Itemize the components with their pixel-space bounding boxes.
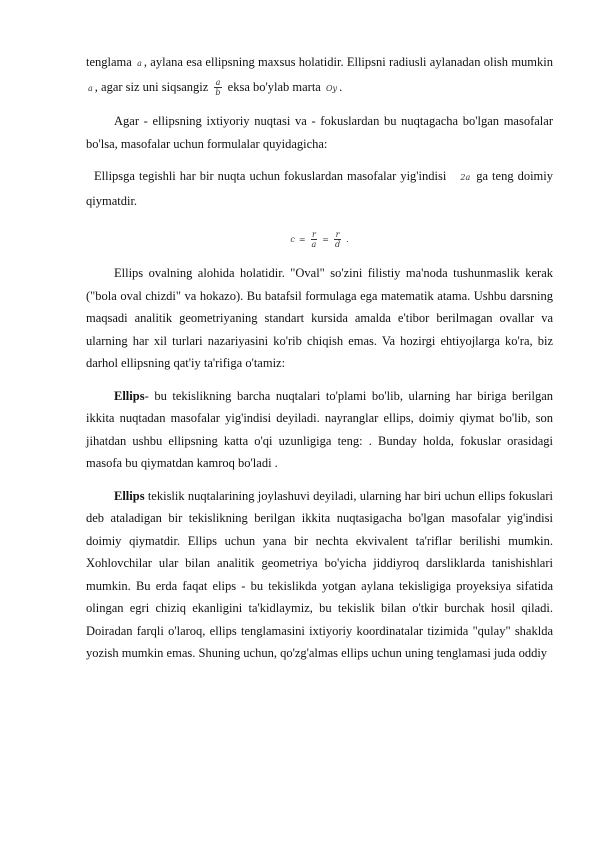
- term-ellips-1: Ellips: [114, 388, 145, 403]
- formula-f1-num: r: [311, 229, 316, 239]
- formula-tail: .: [346, 235, 349, 244]
- paragraph-6: [86, 485, 553, 665]
- p1-text-4: eksa bo'ylab marta: [227, 79, 321, 94]
- p5-text: - bu tekislikning barcha nuqtalari to'plami bo'lib, ularning har biriga berilgan ikkita nuqtadan masofalar yig'indisi deyiladi. nayranglar ellips, doimiy qiymat bo'lib, son jihatdan ushbu ellipsning katta o'qi uzunligiga teng: . Bunday holda, fokuslar orasidagi masofa bu qiymatdan kamroq bo'ladi .: [86, 388, 553, 470]
- fraction-a-over-b: [214, 78, 221, 97]
- p1-text-1: tenglama: [86, 55, 132, 69]
- document-page: [86, 51, 553, 665]
- paragraph-3: [86, 165, 553, 212]
- fraction-denominator: b: [215, 88, 221, 98]
- p1-text-2: , aylana esa ellipsning maxsus holatidir. Ellipsni radiusli aylanadan olish mumkin: [143, 55, 553, 69]
- paragraph-4: Ellips ovalning alohida holatidir. "Oval" so'zini filistiy ma'noda tushunmaslik kerak ("bola oval chizdi" va hokazo). Bu batafsil formulaga ega matematik atama. Ushbu darsning maqsadi analitik geometriyaning standart kursida amalda e'tibor berilmagan ovallar va ularning har xil turlari nazariyasini ko'rib chiqish emas. Va hozirgi ehtiyojlarga ko'ra, biz darhol ellipsning qat'iy ta'rifiga o'tamiz:: [86, 266, 553, 370]
- p1-text-5: .: [339, 79, 343, 94]
- formula-eq-2: =: [322, 235, 329, 244]
- p1-text-3: , agar siz uni siqsangiz: [94, 79, 209, 94]
- term-ellips-2: Ellips: [114, 488, 145, 503]
- formula-eq-1: =: [298, 235, 306, 244]
- math-a-2: a: [88, 83, 93, 93]
- formula-f2-den: d: [335, 239, 341, 249]
- formula-f1-den: a: [311, 239, 317, 249]
- math-oy: Oy: [326, 83, 338, 93]
- formula-fraction-1: [311, 230, 318, 249]
- math-2a: 2a: [460, 173, 471, 182]
- formula-block: [86, 218, 553, 258]
- paragraph-5: [86, 385, 553, 475]
- paragraph-1: [86, 51, 553, 100]
- p3-text-1: Ellipsga tegishli har bir nuqta uchun fokuslardan masofalar yig'indisi: [94, 169, 447, 183]
- paragraph-2: Agar - ellipsning ixtiyoriy nuqtasi va - fokuslardan bu nuqtagacha bo'lgan masofalar bo'lsa, masofalar uchun formulalar quyidagicha:: [86, 114, 553, 151]
- math-a-1: a: [137, 59, 142, 68]
- p6-text: tekislik nuqtalarining joylashuvi deyiladi, ularning har biri uchun ellips fokuslari deb ataladigan bir tekislikning berilgan ikkita nuqtasigacha bo'lgan masofalar yig'indisi doimiy qiymatdir. Ellips uchun yana bir nechta ekvivalent ta'riflar berilishi mumkin. Xohlovchilar ular bilan analitik geometriya bo'yicha jiddiyroq darsliklarda tanishishlari mumkin. Bu erda faqat elips - bu tekislikda yotgan aylana tekisligiga proyeksiya sifatida olingan egri chiziq ekanligini ta'kidlaymiz, bu tekislik bilan o'tkir burchak hosil qiladi. Doiradan farqli o'laroq, ellips tenglamasini ixtiyoriy koordinatalar tizimida "qulay" shaklda yozish mumkin emas. Shuning uchun, qo'zg'almas ellips uchun uning tenglamasi juda oddiy: [86, 488, 553, 660]
- p3-text-2: ga teng doimiy qiymatdir.: [86, 169, 553, 208]
- formula-fraction-2: [334, 230, 341, 249]
- formula-lhs: c: [290, 235, 295, 244]
- formula-f2-num: r: [335, 229, 340, 239]
- fraction-numerator: a: [215, 78, 221, 88]
